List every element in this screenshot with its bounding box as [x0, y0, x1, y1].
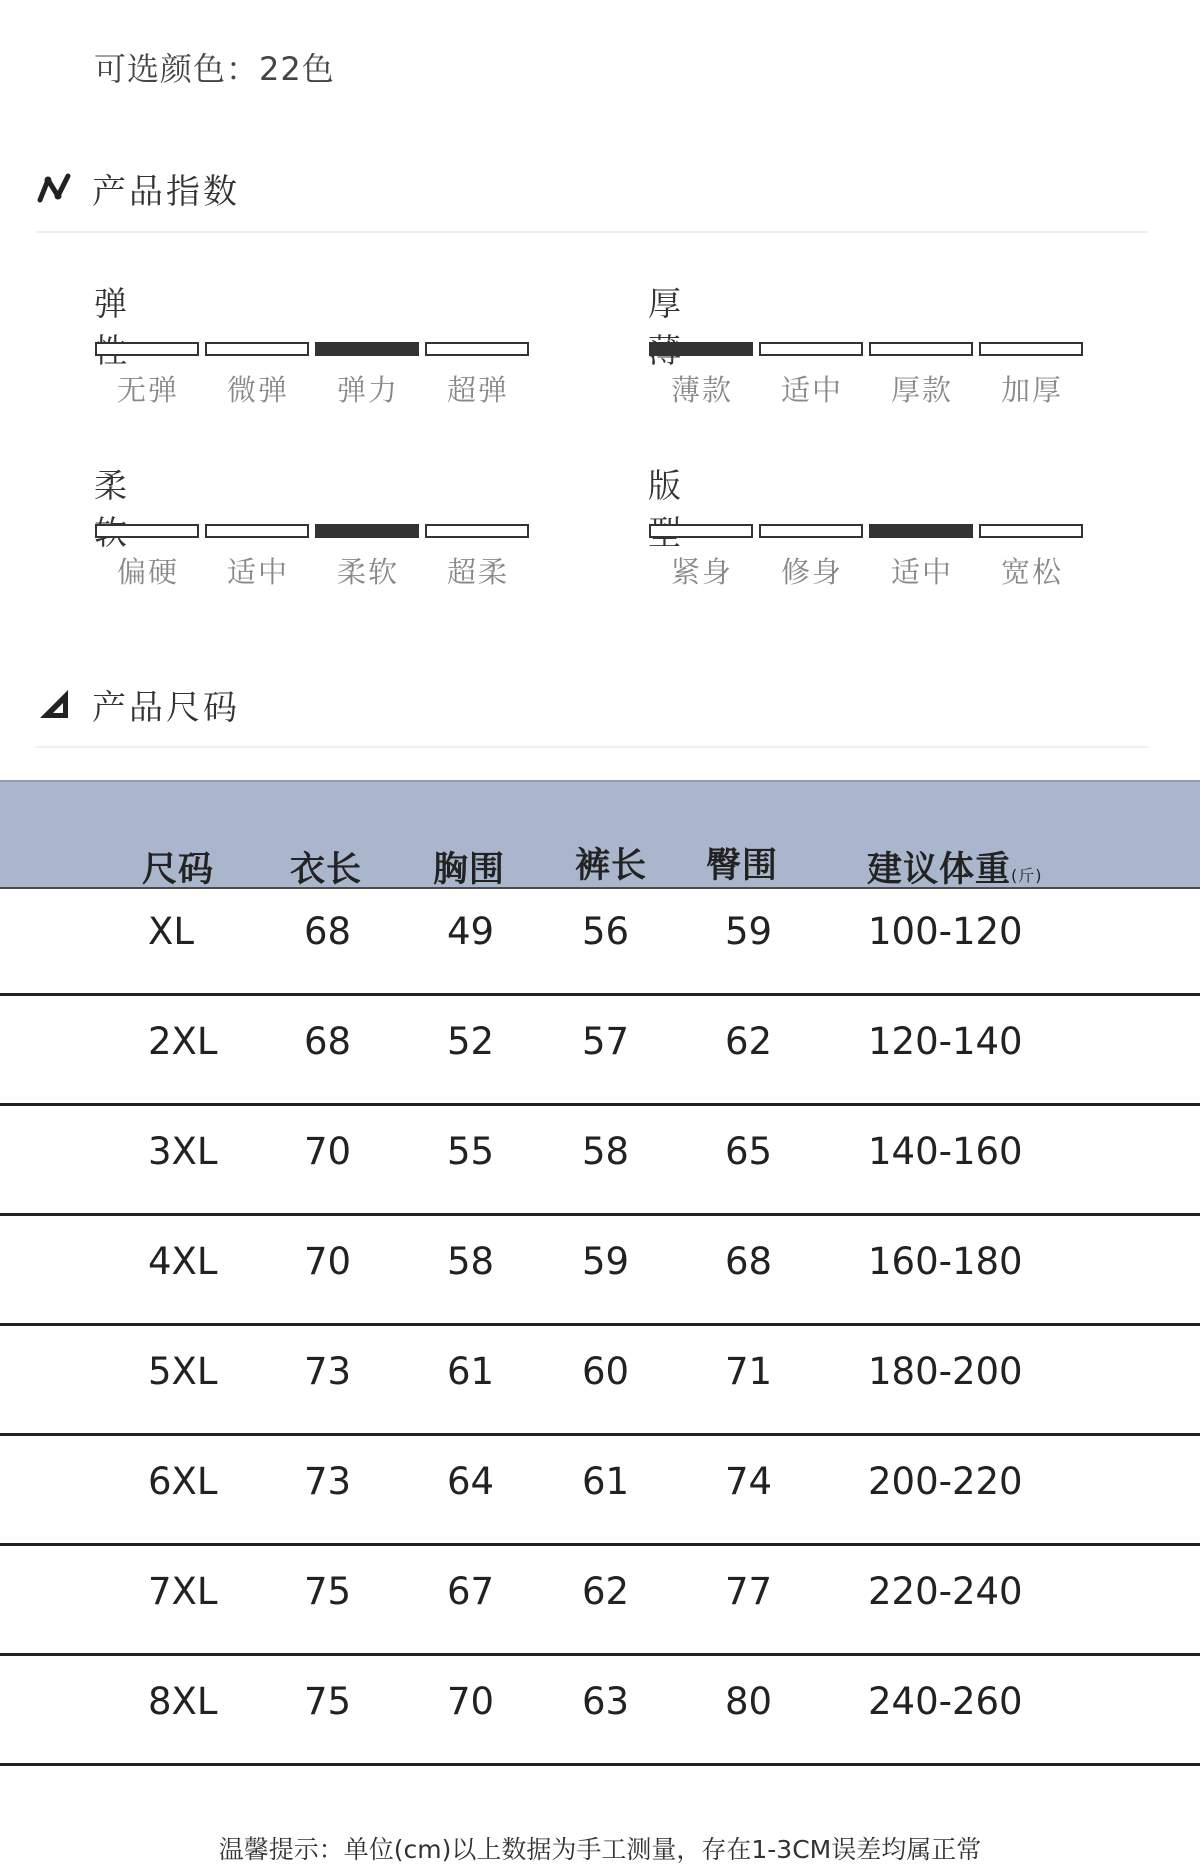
table-row	[0, 1216, 1200, 1326]
weight-unit: (斤)	[1011, 866, 1043, 885]
table-row	[0, 1106, 1200, 1216]
table-row	[0, 1326, 1200, 1436]
measurement-note: 温馨提示：单位(cm)以上数据为手工测量，存在1-3CM误差均属正常	[218, 1835, 982, 1864]
table-cell: 74	[725, 1460, 773, 1503]
table-cell: 67	[447, 1570, 495, 1613]
table-cell: 200-220	[868, 1460, 1023, 1503]
header-length: 衣长	[290, 850, 363, 890]
table-cell: 5XL	[148, 1350, 218, 1393]
header-hip: 臀围	[706, 846, 779, 886]
table-cell: 7XL	[148, 1570, 218, 1613]
table-cell: 140-160	[868, 1130, 1023, 1173]
index-bar	[979, 524, 1083, 538]
table-cell: 160-180	[868, 1240, 1023, 1283]
index-bar-selected	[869, 524, 973, 538]
index-option-label: 薄款	[670, 373, 733, 407]
index-bar-selected	[649, 342, 753, 356]
table-cell: 62	[725, 1020, 773, 1063]
index-option-label: 微弹	[226, 373, 289, 407]
index-bar	[759, 524, 863, 538]
table-cell: 80	[725, 1680, 773, 1723]
table-cell: 4XL	[148, 1240, 218, 1283]
table-cell: 63	[582, 1680, 630, 1723]
table-cell: 75	[304, 1570, 352, 1613]
index-option-label: 适中	[890, 555, 953, 589]
table-row	[0, 1656, 1200, 1766]
header-chest: 胸围	[433, 850, 506, 890]
index-bar	[649, 524, 753, 538]
index-option-label: 弹力	[336, 373, 399, 407]
index-option-label: 宽松	[1000, 555, 1063, 589]
index-bar	[759, 342, 863, 356]
table-cell: 52	[447, 1020, 495, 1063]
table-cell: 75	[304, 1680, 352, 1723]
table-cell: 68	[304, 1020, 352, 1063]
table-cell: 60	[582, 1350, 630, 1393]
product-index-header	[36, 158, 240, 218]
table-cell: 180-200	[868, 1350, 1023, 1393]
table-cell: 55	[447, 1130, 495, 1173]
table-cell: 68	[725, 1240, 773, 1283]
index-option-label: 偏硬	[116, 555, 179, 589]
index-group-title: 柔	[94, 466, 130, 505]
table-cell: 59	[582, 1240, 630, 1283]
index-bar	[95, 524, 199, 538]
index-bar	[95, 342, 199, 356]
line-chart-icon	[36, 170, 72, 206]
table-row	[0, 1546, 1200, 1656]
table-cell: 73	[304, 1460, 352, 1503]
table-cell: 61	[582, 1460, 630, 1503]
table-cell: 3XL	[148, 1130, 218, 1173]
table-cell: 73	[304, 1350, 352, 1393]
table-cell: 6XL	[148, 1460, 218, 1503]
table-cell: 240-260	[868, 1680, 1023, 1723]
index-group-title: 厚	[648, 284, 684, 323]
index-option-label: 适中	[780, 373, 843, 407]
table-cell: 2XL	[148, 1020, 218, 1063]
header-pants-length: 裤长	[575, 846, 648, 886]
table-cell: 68	[304, 910, 352, 953]
table-cell: 62	[582, 1570, 630, 1613]
table-cell: XL	[148, 910, 194, 953]
table-cell: 100-120	[868, 910, 1023, 953]
index-option-label: 适中	[226, 555, 289, 589]
table-cell: 70	[304, 1240, 352, 1283]
header-weight	[867, 842, 1043, 892]
index-bar	[205, 342, 309, 356]
header-weight-label: 建议体重	[867, 850, 1012, 890]
index-group-title: 版	[648, 466, 684, 505]
index-bar-selected	[315, 524, 419, 538]
table-row	[0, 886, 1200, 996]
available-colors-text: 可选颜色：22色	[94, 50, 335, 88]
table-cell: 77	[725, 1570, 773, 1613]
index-option-label: 超柔	[446, 555, 509, 589]
index-bar	[205, 524, 309, 538]
table-cell: 58	[582, 1130, 630, 1173]
table-cell: 70	[447, 1680, 495, 1723]
table-cell: 57	[582, 1020, 630, 1063]
table-cell: 120-140	[868, 1020, 1023, 1063]
section-divider	[36, 231, 1148, 233]
table-cell: 59	[725, 910, 773, 953]
header-size: 尺码	[142, 850, 215, 890]
table-cell: 8XL	[148, 1680, 218, 1723]
table-cell: 65	[725, 1130, 773, 1173]
table-cell: 49	[447, 910, 495, 953]
table-cell: 220-240	[868, 1570, 1023, 1613]
index-option-label: 加厚	[1000, 373, 1063, 407]
table-cell: 56	[582, 910, 630, 953]
section-divider	[36, 746, 1148, 748]
index-option-label: 修身	[780, 555, 843, 589]
index-group-title: 弹	[94, 284, 130, 323]
table-cell: 58	[447, 1240, 495, 1283]
size-table-header	[0, 780, 1200, 889]
table-cell: 71	[725, 1350, 773, 1393]
table-cell: 70	[304, 1130, 352, 1173]
index-bar	[425, 342, 529, 356]
table-row	[0, 996, 1200, 1106]
index-option-label: 厚款	[890, 373, 953, 407]
index-bar	[425, 524, 529, 538]
product-size-header	[36, 674, 240, 734]
index-bar	[869, 342, 973, 356]
table-cell: 64	[447, 1460, 495, 1503]
index-option-label: 柔软	[336, 555, 399, 589]
table-cell: 61	[447, 1350, 495, 1393]
product-size-title: 产品尺码	[92, 687, 240, 728]
product-index-title: 产品指数	[92, 171, 240, 212]
index-bar	[979, 342, 1083, 356]
index-bar-selected	[315, 342, 419, 356]
index-option-label: 超弹	[446, 373, 509, 407]
index-option-label: 紧身	[670, 555, 733, 589]
ruler-triangle-icon	[36, 686, 72, 722]
table-row	[0, 1436, 1200, 1546]
index-option-label: 无弹	[116, 373, 179, 407]
